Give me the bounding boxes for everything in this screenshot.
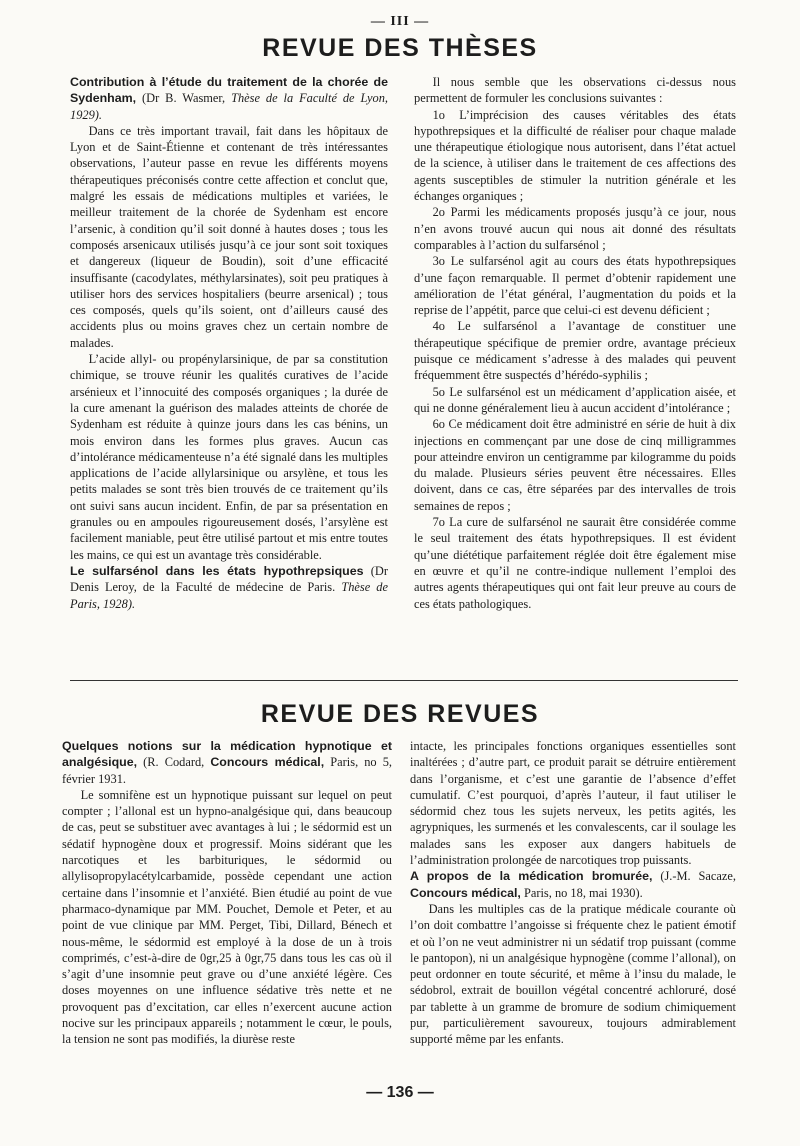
article-paragraph: L’acide allyl- ou propénylarsinique, de par sa constitution chimique, se trouve réunir les qualités curatives de l’acide arsénieux et l’innocuité des composés organiques ; la durée de la cure amenant la guérison des malades atteints de chorée de Sydenham est réduite à quinze jours dans les cas bénins, un mois environ dans les formes plus graves. Aucun cas d’intolérance médicamenteuse n’a été signalé dans les multiples applications de l’acide allylarsinique ou arsylène, et tous les petits malades se sont très bien trouvés de ce traitement qu’ils ont suivi sans aucun incident. Enfin, de par sa présentation en granules ou en ampoules rigoureusement dosés, l’arsylène est facilement maniable, peut être utilisé partout et mis entre toutes les mains, ce qui est un avantage très considérable. [70,352,388,562]
article-date: Paris, no 5, février 1931. [62,755,392,786]
article-paragraph: Dans les multiples cas de la pratique médicale courante où l’on doit combattre l’angoisse si fréquente chez le patient émotif et où l’on ne veut administrer ni un sédatif trop puissant (comme le pantopon), ni un analgésique hypnogène (comme l’allonal), on peut ordonner en toute sécurité, et même à l’insu du malade, le sédobrol, extrait de bouillon végétal concentré achloruré, dosé par tablette à un gramme de bromure de sodium chimiquement pur, particulièrement savoureux, toujours admirablement supporté même par les enfants. [410,901,736,1047]
article-paragraph: Il nous semble que les observations ci-dessus nous permettent de formuler les conclusions suivantes : [414,75,736,106]
article-source: Thèse de Paris, 1928). [70,580,388,611]
article-source: Thèse de la Faculté de Lyon, 1929). [70,91,388,122]
theses-left-column [70,74,388,612]
conclusion-item: 6o Ce médicament doit être administré en série de huit à dix injections en commençant par une dose de cinq milligrammes pour atteindre environ un centigramme par kilogramme du poids du malade. Plusieurs séries peuvent être nécessaires. Elles doivent, dans ce cas, être séparées par des intervalles de trois semaines de repos ; [414,417,736,513]
journal-name: Concours médical, [210,755,325,770]
article-title: Quelques notions sur la médication hypnotique et analgésique, [62,739,392,770]
conclusion-item: 7o La cure de sulfarsénol ne saurait être considérée comme le seul traitement des états hypothrepsiques. Il est évident qu’une diététique parfaitement réglée doit être également mise en œuvre et qu’il ne contre-indique nullement l’emploi des autres agents thérapeutiques qui ont fait leur preuve au cours de ces états pathologiques. [414,515,736,611]
conclusion-item: 4o Le sulfarsénol a l’avantage de constituer une thérapeutique spécifique de premier ordre, avantage précieux puisque ce médicament s’adresse à des malades qui peuvent fréquemment être suspectés d’hérédo-syphilis ; [414,319,736,383]
article-heading [70,74,388,123]
article-paragraph: Le somnifène est un hypnotique puissant sur lequel on peut compter ; l’allonal est un hypno-analgésique qui, dans beaucoup de cas, peut se substituer avec avantages à lui ; le sédormid est un sédatif hypnogène doux et progressif. Moins sidérant que les narcotiques et les barbituriques, le sédormid ou allylisopropylacétylcarbamide, possède cependant une action certaine dans l’insomnie et l’anxiété. Bien étudié au point de vue pharmaco-dynamique par MM. Pouchet, Demole et Peter, et au point de vue clinique par MM. Perget, Tibi, Dillard, Bénech et nous-même, le sédormid est employé à la dose de un à trois comprimés, c’est-à-dire de 0gr,25 à 0gr,75 dans tous les cas où il s’agit d’une insomnie peut grave ou d’une anxiété légère. Ces doses moyennes on une influence sédative très nette et ne provoquent pas d’excitation, car elles n’exercent aucune action nocive sur les principaux appareils ; notamment le cœur, le pouls, la tension ne sont pas modifiés, la diurèse reste [62,787,392,1047]
article-author: (R. Codard, [143,755,205,770]
article-heading [410,868,736,901]
section-title-revues: REVUE DES REVUES [260,700,540,728]
revues-right-column [410,738,736,1048]
conclusion-item: 3o Le sulfarsénol agit au cours des états hypothrepsiques d’une façon remarquable. Il permet d’obtenir rapidement une amélioration de l’état général, l’augmentation du poids et la reprise de l’appétit, parce que celui-ci est devenu déficient ; [414,254,736,318]
article-date: Paris, no 18, mai 1930). [523,885,643,900]
article-paragraph: intacte, les principales fonctions organiques essentielles sont inaltérées ; d’autre part, ce produit parait se détruire entièrement dans l’organisme, et c’est une garantie de l’absence d’effet cumulatif. C’est pourquoi, d’après l’auteur, il faut utiliser le sédormid chez tous les sujets nerveux, les petits agités, les agrypniques, les surmenés et les convalescents, car il soulage les malades sans les exposer aux dangers habituels de l’administration prolongée de narcotiques trop puissants. [410,739,736,868]
conclusion-item: 1o L’imprécision des causes véritables des états hypothrepsiques et la difficulté de réaliser pour chaque malade une thérapeutique étiologique nous autorisent, dans l’état actuel de la science, à utiliser dans le traitement de ces affections des agents susceptibles de stimuler la nutrition générale et les échanges organiques ; [414,107,736,204]
article-author: (J.-M. Sacaze, [660,869,736,884]
conclusion-item: 2o Parmi les médicaments proposés jusqu’à ce jour, nous n’en avons trouvé aucun qui nous ait donné des résultats comparables à l’action du sulfarsénol ; [414,205,736,252]
article-title: A propos de la médication bromurée, [410,869,653,884]
article-title: Le sulfarsénol dans les états hypothrepsiques [70,563,364,578]
article-heading [70,563,388,612]
section-title-theses: REVUE DES THÈSES [262,34,538,62]
article-author: (Dr Denis Leroy, de la Faculté de médecine de Paris. [70,563,388,595]
page-number: — 136 — [366,1084,434,1101]
article-author: (Dr B. Wasmer, [142,91,226,106]
theses-right-column [414,74,736,612]
article-heading [62,738,392,787]
article-title: Contribution à l’étude du traitement de la chorée de Sydenham, [70,75,388,106]
roman-page-number: — III — [370,14,430,29]
article-paragraph: Dans ce très important travail, fait dans les hôpitaux de Lyon et de Saint-Étienne et contenant de très intéressantes observations, l’auteur passe en revue les différents moyens thérapeutiques préconisés contre cette affection et conclut que, malgré les essais de médications multiples et variées, le meilleur traitement de la chorée de Sydenham est encore l’arsenic, à condition qu’il soit donné à hautes doses ; tous les composés arsenicaux utilisés jusqu’à ce jour sont soit toxiques et dangereux (liqueur de Boudin), soit d’une efficacité insuffisante (cacodylates, méthylarsinates), soit peu pratiques à utiliser hors des services hospitaliers (beurre arsenical) ; tous ces composés, quels qu’ils soient, ont d’ailleurs causé des accidents plus ou moins graves chez un certain nombre de malades. [70,123,388,350]
conclusion-item: 5o Le sulfarsénol est un médicament d’application aisée, et qui ne donne généralement lieu à aucun accident d’intolérance ; [414,384,736,415]
section-divider [70,680,738,681]
revues-left-column [62,738,392,1048]
journal-name: Concours médical, [410,885,521,900]
